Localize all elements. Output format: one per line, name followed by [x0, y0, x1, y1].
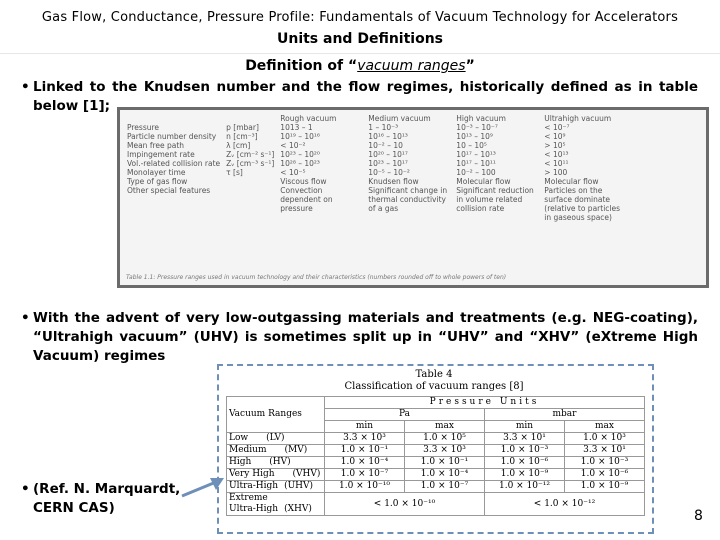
table-cell: < 10⁻⁵	[280, 168, 306, 177]
range-name: Very High	[229, 469, 275, 479]
table-cell: < 1.0 × 10⁻¹²	[485, 493, 645, 516]
range-name-cell	[227, 481, 325, 493]
table-cell: 10²³ – 10¹⁷	[368, 159, 408, 168]
table-cell: 10¹⁷ – 10¹¹	[456, 159, 496, 168]
table-cell: 3.3 × 10³	[325, 433, 405, 445]
range-abbr: (HV)	[269, 457, 291, 467]
table-header-cell	[124, 114, 223, 123]
table-cell: Zᵥ [cm⁻³ s⁻¹]	[226, 159, 275, 168]
table-cell: 10²³ – 10²⁰	[280, 150, 320, 159]
table-row	[227, 457, 645, 469]
table-row	[227, 469, 645, 481]
table-row	[124, 177, 629, 186]
table-cell: < 10⁻⁷	[544, 123, 570, 132]
table-cell: Impingement rate	[127, 150, 195, 159]
table-header-row	[124, 114, 629, 123]
table-number: Table 4	[415, 369, 453, 380]
table-cell	[223, 186, 277, 222]
table-cell: Vol.-related collision rate	[127, 159, 221, 168]
table-cell: 1.0 × 10⁻¹	[405, 457, 485, 469]
vacuum-ranges-header: Vacuum Ranges	[227, 397, 325, 433]
table-cell: 1.0 × 10⁵	[405, 433, 485, 445]
bullet-text: With the advent of very low-outgassing materials and treatments (e.g. NEG-coating), “Ultrahigh vacuum” (UHV) is sometimes split up in “UHV” and “XHV” (eXtreme High Vacuum) regimes	[33, 310, 698, 364]
table-cell: Particle number density	[127, 132, 217, 141]
table-cell: Zᵥ [cm⁻² s⁻¹]	[226, 150, 275, 159]
table-cell: 10²⁸ – 10²³	[280, 159, 320, 168]
table-title: Classification of vacuum ranges [8]	[344, 381, 524, 392]
table-cell: Other special features	[127, 186, 211, 195]
table-cell: 10⁻² – 100	[456, 168, 496, 177]
table-cell: 10²⁰ – 10¹⁷	[368, 150, 408, 159]
classification-table	[226, 396, 645, 516]
table-header-cell: High vacuum	[456, 114, 506, 123]
range-abbr: (MV)	[284, 445, 308, 455]
range-abbr: (VHV)	[292, 469, 321, 479]
table-cell: 1.0 × 10⁻⁴	[325, 457, 405, 469]
table-cell: λ [cm]	[226, 141, 251, 150]
table-header-row	[227, 397, 645, 409]
max-header: max	[565, 421, 645, 433]
range-name-cell	[227, 445, 325, 457]
table-body	[124, 123, 629, 222]
table-row	[124, 132, 629, 141]
table-header-cell	[223, 114, 277, 123]
table-cell: 10⁻³ – 10⁻⁷	[456, 123, 498, 132]
min-header: min	[485, 421, 565, 433]
range-name: Ultra-High	[229, 504, 279, 514]
range-name-cell	[227, 457, 325, 469]
range-name-cell	[227, 493, 325, 516]
table-cell: 10¹⁶ – 10¹³	[368, 132, 408, 141]
table-cell: Monolayer time	[127, 168, 186, 177]
table-row	[227, 493, 645, 516]
table-cell: 1.0 × 10⁻¹⁰	[325, 481, 405, 493]
table-cell: Knudsen flow	[368, 177, 419, 186]
range-name: Low	[229, 433, 249, 443]
subtitle-link[interactable]: vacuum ranges	[357, 58, 466, 74]
table-cell: Significant change in thermal conductivity of a gas	[368, 186, 448, 213]
table-cell: 1.0 × 10⁻¹²	[485, 481, 565, 493]
min-header: min	[325, 421, 405, 433]
table-cell: 10 – 10⁵	[456, 141, 487, 150]
table-cell: 1.0 × 10⁻⁷	[325, 469, 405, 481]
table-cell: Mean free path	[127, 141, 185, 150]
table-row	[124, 141, 629, 150]
table-cell: < 10⁹	[544, 132, 566, 141]
table-cell: 1.0 × 10⁻³	[485, 445, 565, 457]
range-abbr: (XHV)	[284, 504, 312, 514]
table-row	[227, 433, 645, 445]
table-cell	[223, 177, 277, 186]
bullet-text: (Ref. N. Marquardt, CERN CAS)	[33, 481, 181, 516]
bullet-text: Linked to the Knudsen number and the flow regimes, historically defined as in table below [1];	[33, 79, 698, 114]
table-cell: > 10⁵	[544, 141, 566, 150]
range-abbr: (LV)	[266, 433, 285, 443]
table-cell: 1013 – 1	[280, 123, 313, 132]
table-cell: Viscous flow	[280, 177, 327, 186]
bullet-dot: •	[21, 310, 30, 326]
table-cell: 10⁻⁵ – 10⁻²	[368, 168, 410, 177]
table-row	[124, 150, 629, 159]
table-row	[227, 445, 645, 457]
table-cell: τ [s]	[226, 168, 243, 177]
table-cell: 1.0 × 10⁻⁴	[405, 469, 485, 481]
range-name: Medium	[229, 445, 267, 455]
subtitle-prefix: Definition of “	[245, 58, 358, 74]
table-cell: 1.0 × 10⁻⁶	[485, 457, 565, 469]
table-cell: 10¹⁷ – 10¹³	[456, 150, 496, 159]
range-name-cell	[227, 469, 325, 481]
bullet-uhv-xhv	[21, 309, 698, 366]
table-cell: Significant reduction in volume related collision rate	[456, 186, 534, 213]
table-header-cell: Ultrahigh vacuum	[544, 114, 612, 123]
pressure-units-header: Pressure Units	[325, 397, 645, 409]
table-cell: n [cm⁻³]	[226, 132, 258, 141]
range-name: Extreme	[229, 493, 268, 503]
table-cell: 1.0 × 10⁻⁹	[565, 481, 645, 493]
header-divider	[0, 53, 720, 54]
table-header-cell: Medium vacuum	[368, 114, 431, 123]
table-cell: < 10¹³	[544, 150, 569, 159]
slide-section-title: Units and Definitions	[276, 31, 443, 47]
table-cell: 3.3 × 10³	[405, 445, 485, 457]
pressure-ranges-table	[124, 114, 629, 222]
table-header-cell: Rough vacuum	[280, 114, 337, 123]
table-cell: 3.3 × 10¹	[485, 433, 565, 445]
table-cell: 1.0 × 10⁻³	[565, 457, 645, 469]
table-cell: 1.0 × 10⁻¹	[325, 445, 405, 457]
table-row	[124, 168, 629, 177]
table-row	[227, 481, 645, 493]
max-header: max	[405, 421, 485, 433]
table-cell: < 10¹¹	[544, 159, 569, 168]
bullet-dot: •	[21, 79, 30, 95]
table-cell: 1.0 × 10⁻⁶	[565, 469, 645, 481]
table-row	[124, 186, 629, 222]
table-cell: 1 – 10⁻³	[368, 123, 399, 132]
unit-pa-header: Pa	[325, 409, 485, 421]
pointer-arrow-icon	[180, 472, 228, 500]
table-cell: 1.0 × 10⁻⁷	[405, 481, 485, 493]
page-number: 8	[694, 508, 703, 524]
classification-table-title	[228, 369, 640, 393]
table-body	[227, 433, 645, 516]
table-cell: 1.0 × 10³	[565, 433, 645, 445]
range-name: High	[229, 457, 252, 467]
range-abbr: (UHV)	[284, 481, 314, 491]
table-cell: Particles on the surface dominate (relative to particles in gaseous space)	[544, 186, 621, 222]
table-cell: 1.0 × 10⁻⁹	[485, 469, 565, 481]
slide-course-title: Gas Flow, Conductance, Pressure Profile: Fundamentals of Vacuum Technology for Accelerators	[41, 10, 679, 25]
table-cell: p [mbar]	[226, 123, 259, 132]
range-name: Ultra-High	[229, 481, 279, 491]
table-cell: < 10⁻²	[280, 141, 306, 150]
table-cell: > 100	[544, 168, 568, 177]
table-cell: Pressure	[127, 123, 160, 132]
table-row	[124, 123, 629, 132]
table-cell: Type of gas flow	[127, 177, 188, 186]
table-cell: 3.3 × 10¹	[565, 445, 645, 457]
table-cell: Molecular flow	[544, 177, 599, 186]
table-cell: Molecular flow	[456, 177, 511, 186]
slide-subtitle	[0, 58, 720, 74]
range-name-cell	[227, 433, 325, 445]
table-cell: 10⁻² – 10	[368, 141, 403, 150]
table-cell: 10¹³ – 10⁹	[456, 132, 493, 141]
table-cell: < 1.0 × 10⁻¹⁰	[325, 493, 485, 516]
table-caption: Table 1.1: Pressure ranges used in vacuum technology and their characteristics (numbers rounded off to whole powers of ten)	[126, 274, 507, 281]
subtitle-suffix: ”	[465, 58, 475, 74]
bullet-dot: •	[21, 481, 30, 497]
unit-mbar-header: mbar	[485, 409, 645, 421]
table-row	[124, 159, 629, 168]
table-cell: 10¹⁹ – 10¹⁶	[280, 132, 320, 141]
table-cell: Convection dependent on pressure	[280, 186, 333, 213]
pressure-ranges-table-image	[117, 107, 709, 288]
